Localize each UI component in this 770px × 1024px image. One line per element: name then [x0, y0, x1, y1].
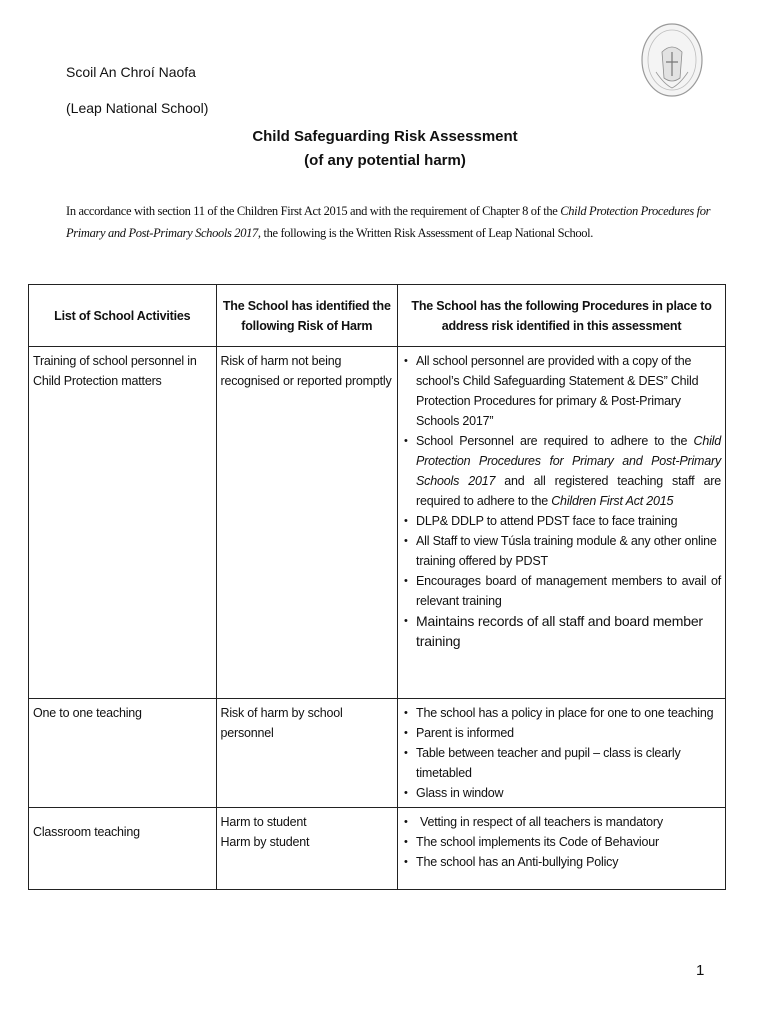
list-item: • Maintains records of all staff and board member training: [402, 611, 721, 651]
risk-cell: Risk of harm by school personnel: [216, 699, 398, 808]
procedures-list: [402, 611, 721, 651]
procedures-list: [402, 431, 721, 511]
procedures-cell: [398, 699, 726, 808]
list-item: • Glass in window: [402, 783, 721, 803]
list-item: • All Staff to view Túsla training module & any other online training offered by PDST: [402, 531, 721, 571]
list-item: • The school implements its Code of Behaviour: [402, 832, 721, 852]
table-header-row: [29, 285, 726, 347]
school-name: Scoil An Chroí Naofa: [66, 64, 196, 80]
procedures-cell: [398, 347, 726, 699]
intro-italic-reference: Child Protection Procedures for Primary and Post-Primary Schools 2017: [66, 204, 711, 240]
procedures-list: [402, 812, 721, 872]
header-procedures: The School has the following Procedures in place to address risk identified in this assessment: [398, 285, 726, 347]
procedure-italic: Children First Act 2015: [551, 494, 674, 508]
procedures-list: [402, 511, 721, 571]
list-item: • DLP& DDLP to attend PDST face to face training: [402, 511, 721, 531]
activity-cell: One to one teaching: [29, 699, 217, 808]
procedures-list: [402, 571, 721, 611]
activity-cell: [29, 808, 217, 890]
list-item: [402, 812, 721, 832]
document-subtitle: (of any potential harm): [304, 152, 466, 169]
list-item: • Table between teacher and pupil – class is clearly timetabled: [402, 743, 721, 783]
activity-text: Classroom teaching: [33, 825, 140, 839]
intro-paragraph: [66, 200, 716, 244]
list-item: • The school has an Anti-bullying Policy: [402, 852, 721, 872]
procedure-text: and all registered teaching staff are required to adhere to the: [416, 474, 721, 508]
school-crest-logo: [640, 22, 704, 98]
risk-line: Harm by student: [220, 835, 310, 849]
risk-cell: Risk of harm not being recognised or reported promptly: [216, 347, 398, 699]
list-item: • Parent is informed: [402, 723, 721, 743]
intro-text-1: In accordance with section 11 of the Children First Act 2015 and with the requirement of Chapter 8 of the: [66, 204, 561, 218]
risk-assessment-table: [28, 284, 726, 890]
table-row: [29, 347, 726, 699]
procedure-text: School Personnel are required to adhere to the: [416, 434, 694, 448]
risk-cell: [216, 808, 398, 890]
procedure-text: Vetting in respect of all teachers is mandatory: [420, 815, 663, 829]
risk-line: Harm to student: [220, 815, 307, 829]
page-number: 1: [696, 962, 705, 979]
procedures-list: [402, 703, 721, 803]
school-subtitle: (Leap National School): [66, 100, 209, 116]
table-row: [29, 808, 726, 890]
procedure-italic: Child Protection Procedures for Primary and Post-Primary Schools 2017: [416, 434, 721, 488]
procedures-cell: [398, 808, 726, 890]
header-risk: The School has identified the following Risk of Harm: [216, 285, 398, 347]
list-item: [402, 431, 721, 511]
list-item: • All school personnel are provided with a copy of the school’s Child Safeguarding Statement & DES” Child Protection Procedures for primary & Post-Primary Schools 2017”: [402, 351, 721, 431]
procedures-list: [402, 351, 721, 431]
document-title: Child Safeguarding Risk Assessment: [252, 128, 518, 145]
header-activities: List of School Activities: [29, 285, 217, 347]
activity-cell: Training of school personnel in Child Protection matters: [29, 347, 217, 699]
list-item: • The school has a policy in place for one to one teaching: [402, 703, 721, 723]
table-row: [29, 699, 726, 808]
intro-text-2: , the following is the Written Risk Assessment of Leap National School.: [257, 226, 594, 240]
list-item: • Encourages board of management members to avail of relevant training: [402, 571, 721, 611]
